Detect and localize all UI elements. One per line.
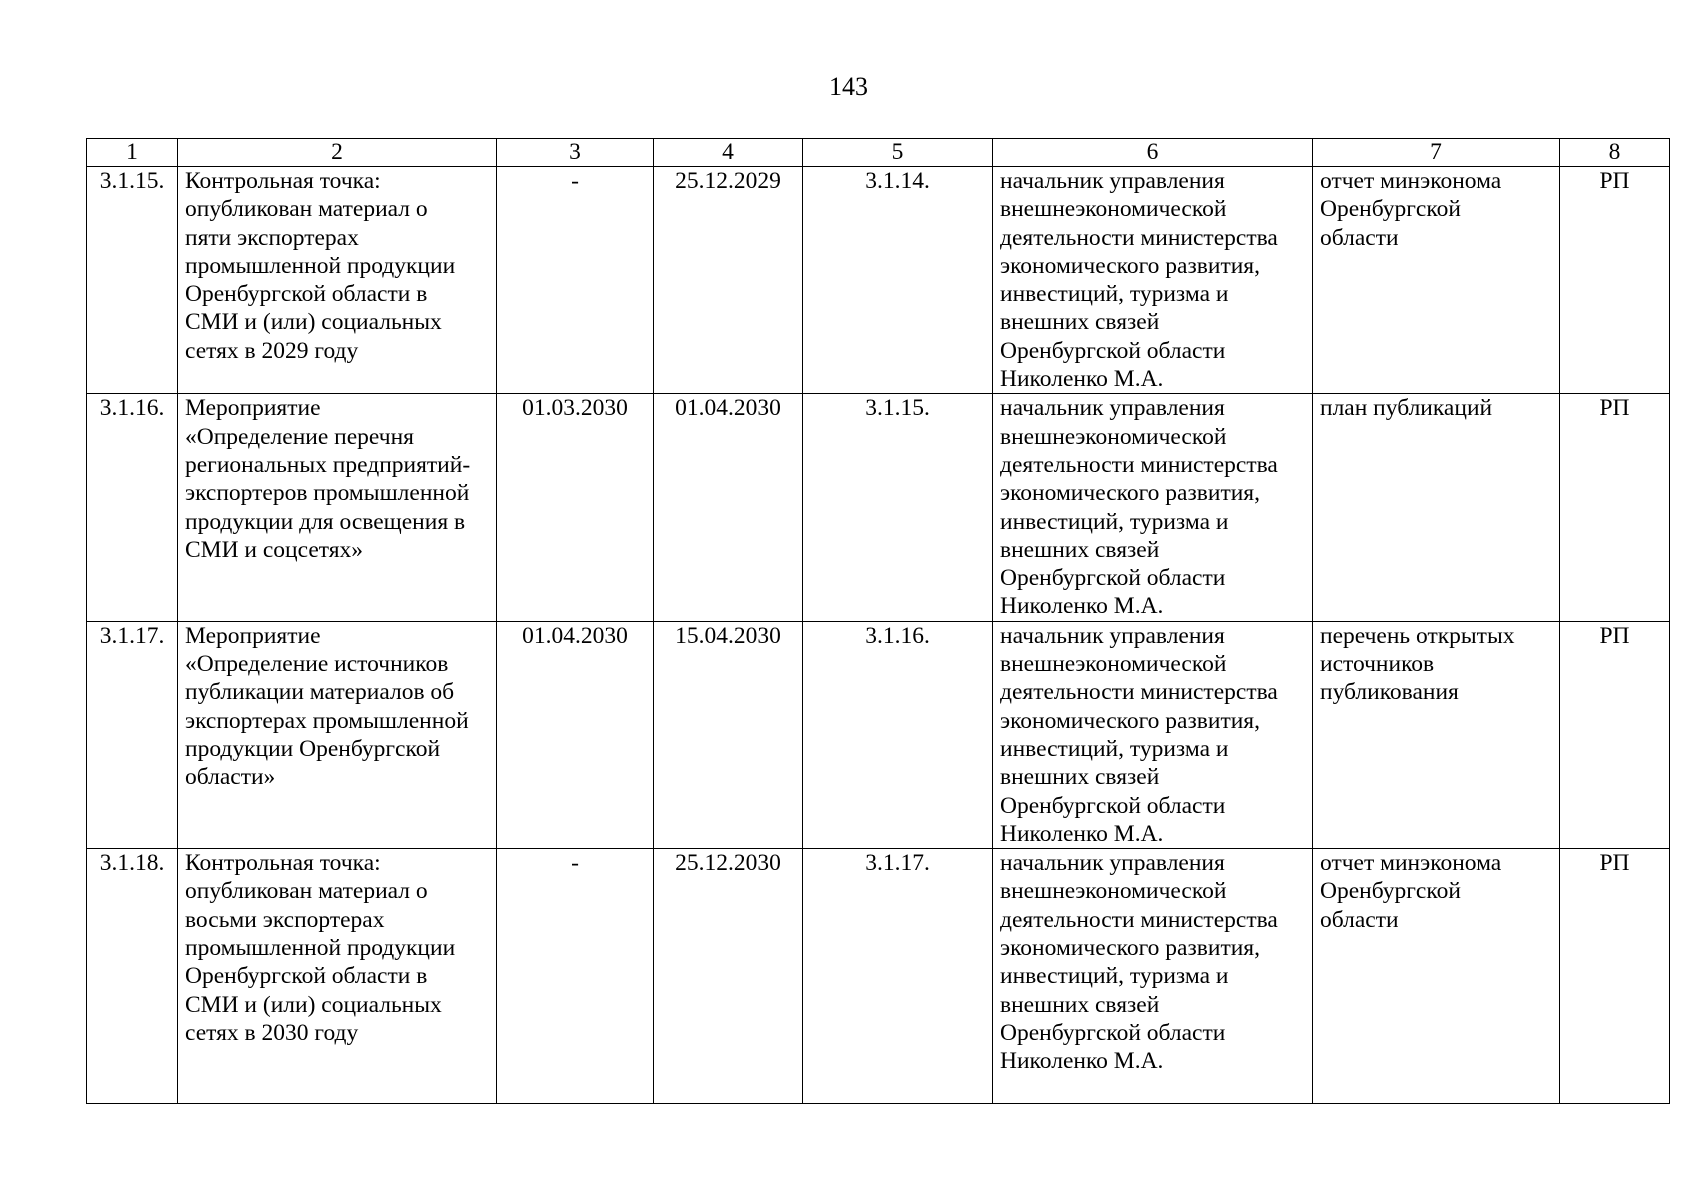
control-level: РП [1560, 167, 1670, 394]
result-document: план публикаций [1313, 394, 1560, 621]
responsible-person: начальник управления внешнеэкономической деятельности министерства экономического развития, инвестиций, туризма и внешних связей Оренбургской области Николенко М.А. [993, 621, 1313, 848]
column-header: 4 [654, 139, 803, 167]
responsible-person: начальник управления внешнеэкономической деятельности министерства экономического развития, инвестиций, туризма и внешних связей Оренбургской области Николенко М.А. [993, 394, 1313, 621]
predecessor: 3.1.14. [803, 167, 993, 394]
column-header: 6 [993, 139, 1313, 167]
start-date: - [497, 849, 654, 1104]
predecessor: 3.1.15. [803, 394, 993, 621]
table-row [87, 621, 1670, 848]
column-header: 5 [803, 139, 993, 167]
item-name: Контрольная точка: опубликован материал о пяти экспортерах промышленной продукции Оренбургской области в СМИ и (или) социальных сетях в 2029 году [178, 167, 497, 394]
responsible-person: начальник управления внешнеэкономической деятельности министерства экономического развития, инвестиций, туризма и внешних связей Оренбургской области Николенко М.А. [993, 167, 1313, 394]
column-header: 1 [87, 139, 178, 167]
predecessor: 3.1.17. [803, 849, 993, 1104]
column-header: 2 [178, 139, 497, 167]
control-level: РП [1560, 394, 1670, 621]
item-number: 3.1.17. [87, 621, 178, 848]
column-header: 8 [1560, 139, 1670, 167]
end-date: 15.04.2030 [654, 621, 803, 848]
end-date: 25.12.2030 [654, 849, 803, 1104]
page-number: 143 [829, 72, 868, 101]
result-document: перечень открытых источников публикования [1313, 621, 1560, 848]
predecessor: 3.1.16. [803, 621, 993, 848]
item-name: Мероприятие «Определение перечня региональных предприятий- экспортеров промышленной продукции для освещения в СМИ и соцсетях» [178, 394, 497, 621]
column-header: 7 [1313, 139, 1560, 167]
column-header: 3 [497, 139, 654, 167]
table-row [87, 849, 1670, 1104]
result-document: отчет минэконома Оренбургской области [1313, 167, 1560, 394]
table-row [87, 167, 1670, 394]
table-header-row [87, 139, 1670, 167]
item-name: Контрольная точка: опубликован материал о восьми экспортерах промышленной продукции Оренбургской области в СМИ и (или) социальных сетях в 2030 году [178, 849, 497, 1104]
result-document: отчет минэконома Оренбургской области [1313, 849, 1560, 1104]
start-date: 01.03.2030 [497, 394, 654, 621]
start-date: - [497, 167, 654, 394]
item-number: 3.1.16. [87, 394, 178, 621]
start-date: 01.04.2030 [497, 621, 654, 848]
plan-table [86, 138, 1670, 1104]
control-level: РП [1560, 849, 1670, 1104]
item-name: Мероприятие «Определение источников публикации материалов об экспортерах промышленной продукции Оренбургской области» [178, 621, 497, 848]
table-row [87, 394, 1670, 621]
item-number: 3.1.15. [87, 167, 178, 394]
control-level: РП [1560, 621, 1670, 848]
end-date: 01.04.2030 [654, 394, 803, 621]
end-date: 25.12.2029 [654, 167, 803, 394]
responsible-person: начальник управления внешнеэкономической деятельности министерства экономического развития, инвестиций, туризма и внешних связей Оренбургской области Николенко М.А. [993, 849, 1313, 1104]
item-number: 3.1.18. [87, 849, 178, 1104]
